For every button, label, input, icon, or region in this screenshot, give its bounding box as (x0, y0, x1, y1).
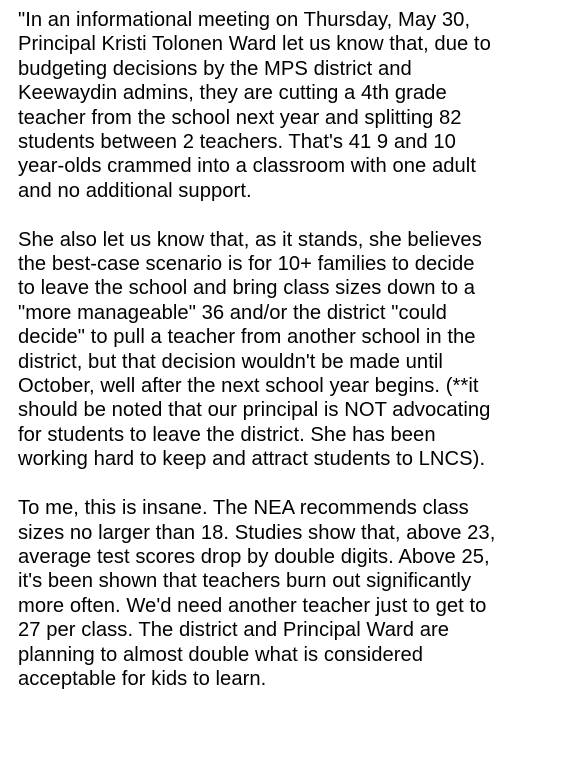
paragraph-opinion: To me, this is insane. The NEA recommends class sizes no larger than 18. Studies show that, above 23, average test scores drop by double digits. Above 25, it's been shown that teachers burn out significantly more often. We'd need another teacher just to get to 27 per class. The district and Principal Ward are planning to almost double what is considered acceptable for kids to learn. (18, 497, 496, 690)
paragraph-meeting: "In an informational meeting on Thursday, May 30, Principal Kristi Tolonen Ward let us know that, due to budgeting decisions by the MPS district and Keewaydin admins, they are cutting a 4th grade teacher from the school next year and splitting 82 students between 2 teachers. That's 41 9 and 10 year-olds crammed into a classroom with one adult and no additional support. (18, 9, 491, 202)
paragraph-scenario: She also let us know that, as it stands, she believes the best-case scenario is for 10+ families to decide to leave the school and bring class sizes down to a "more manageable" 36 and/or the district "could decide" to pull a teacher from another school in the district, but that decision wouldn't be made until October, well after the next school year begins. (**it should be noted that our principal is NOT advocating for students to leave the district. She has been working hard to keep and attract students to LNCS). (18, 228, 491, 471)
